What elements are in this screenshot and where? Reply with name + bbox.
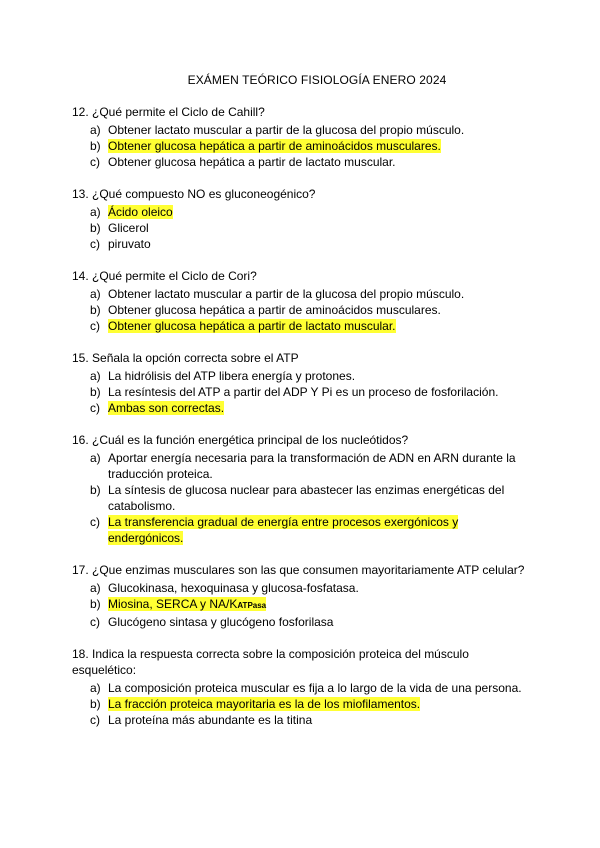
options-list (70, 286, 530, 334)
option-text: Glucokinasa, hexoquinasa y glucosa-fosfatasa. (108, 581, 359, 595)
option-letter: a) (90, 581, 101, 595)
option-text: La síntesis de glucosa nuclear para abastecer las enzimas energéticas del catabolismo. (108, 483, 505, 513)
option-text: piruvato (108, 237, 151, 251)
question-text: 14. ¿Qué permite el Ciclo de Cori? (72, 269, 257, 283)
option-text-highlighted: Obtener glucosa hepática a partir de aminoácidos musculares. (108, 139, 441, 153)
option-b (90, 138, 530, 154)
option-b (90, 302, 530, 318)
option-letter: a) (90, 451, 101, 465)
options-list (70, 680, 530, 728)
option-suffix: ATPasa (237, 601, 267, 610)
option-letter: c) (90, 401, 100, 415)
option-letter: c) (90, 615, 100, 629)
option-a (90, 580, 530, 596)
option-letter: b) (90, 139, 101, 153)
option-letter: a) (90, 205, 101, 219)
option-a (90, 286, 530, 302)
option-text-highlighted: Ambas son correctas. (108, 401, 225, 415)
question-15 (70, 350, 530, 416)
option-letter: b) (90, 697, 101, 711)
options-list (70, 122, 530, 170)
option-a (90, 450, 530, 482)
option-a (90, 680, 530, 696)
option-letter: a) (90, 369, 101, 383)
option-letter: c) (90, 237, 100, 251)
option-text-highlighted: Obtener glucosa hepática a partir de lactato muscular. (108, 319, 396, 333)
option-letter: a) (90, 681, 101, 695)
options-list (70, 368, 530, 416)
question-12 (70, 104, 530, 170)
option-text: Glucógeno sintasa y glucógeno fosforilasa (108, 615, 334, 629)
option-c (90, 236, 530, 252)
option-c (90, 712, 530, 728)
option-b (90, 220, 530, 236)
option-text: La resíntesis del ATP a partir del ADP Y Pi es un proceso de fosforilación. (108, 385, 499, 399)
option-letter: c) (90, 713, 100, 727)
option-c (90, 154, 530, 170)
option-text-highlighted: La transferencia gradual de energía entre procesos exergónicos y endergónicos. (108, 515, 459, 545)
option-letter: b) (90, 303, 101, 317)
option-text-highlighted: La fracción proteica mayoritaria es la de los miofilamentos. (108, 697, 421, 711)
question-13 (70, 186, 530, 252)
options-list (70, 450, 530, 546)
option-text: Obtener lactato muscular a partir de la glucosa del propio músculo. (108, 287, 465, 301)
option-text: Miosina, SERCA y NA/K (108, 597, 238, 611)
question-14 (70, 268, 530, 334)
question-text: 18. Indica la respuesta correcta sobre la composición proteica del músculo esquelético: (72, 647, 469, 677)
option-letter: a) (90, 287, 101, 301)
options-list (70, 580, 530, 630)
option-text: Obtener glucosa hepática a partir de lactato muscular. (108, 155, 396, 169)
option-letter: b) (90, 385, 101, 399)
option-text: Glicerol (108, 221, 149, 235)
option-a (90, 122, 530, 138)
option-c (90, 614, 530, 630)
question-18 (70, 646, 530, 728)
option-text: Obtener glucosa hepática a partir de aminoácidos musculares. (108, 303, 441, 317)
question-text: 13. ¿Qué compuesto NO es gluconeogénico? (72, 187, 316, 201)
question-17 (70, 562, 530, 630)
option-b (90, 384, 530, 400)
option-b (90, 482, 530, 514)
question-text: 16. ¿Cuál es la función energética principal de los nucleótidos? (72, 433, 409, 447)
option-c (90, 400, 530, 416)
option-text: La composición proteica muscular es fija a lo largo de la vida de una persona. (108, 681, 522, 695)
option-letter: c) (90, 155, 100, 169)
option-c (90, 514, 530, 546)
question-text: 17. ¿Que enzimas musculares son las que consumen mayoritariamente ATP celular? (72, 563, 525, 577)
option-c (90, 318, 530, 334)
option-text: La proteína más abundante es la titina (108, 713, 313, 727)
question-text: 12. ¿Qué permite el Ciclo de Cahill? (72, 105, 265, 119)
option-letter: b) (90, 597, 101, 611)
option-letter: b) (90, 483, 101, 497)
option-letter: b) (90, 221, 101, 235)
option-letter: c) (90, 319, 100, 333)
option-b (90, 696, 530, 712)
option-text: La hidrólisis del ATP libera energía y protones. (108, 369, 356, 383)
document-title: EXÁMEN TEÓRICO FISIOLOGÍA ENERO 2024 (187, 73, 447, 87)
option-letter: c) (90, 515, 100, 529)
option-text-highlighted (108, 597, 266, 611)
question-text: 15. Señala la opción correcta sobre el ATP (72, 351, 299, 365)
option-a (90, 368, 530, 384)
options-list (70, 204, 530, 252)
option-b (90, 596, 530, 614)
option-letter: a) (90, 123, 101, 137)
option-text-highlighted: Ácido oleico (108, 205, 173, 219)
option-text: Obtener lactato muscular a partir de la glucosa del propio músculo. (108, 123, 465, 137)
option-text: Aportar energía necesaria para la transformación de ADN en ARN durante la traducción proteica. (108, 451, 516, 481)
option-a (90, 204, 530, 220)
question-16 (70, 432, 530, 546)
